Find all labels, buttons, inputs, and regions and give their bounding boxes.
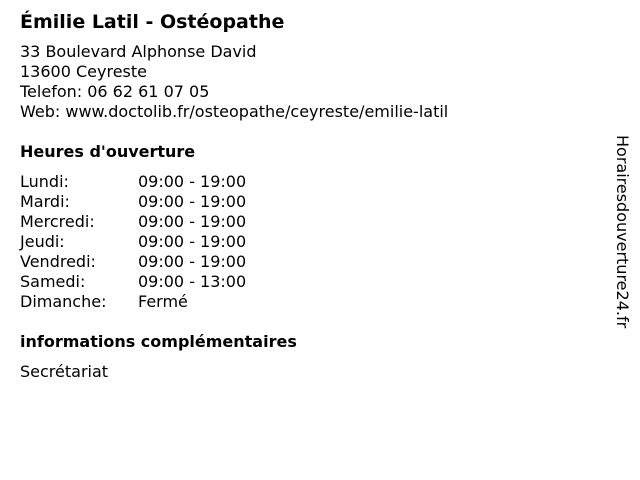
address-city: 13600 Ceyreste [20, 62, 147, 81]
time-value: 09:00 - 19:00 [138, 232, 247, 251]
hours-row [20, 292, 590, 312]
website-link[interactable]: Web: www.doctolib.fr/osteopathe/ceyreste/emilie-latil [20, 102, 449, 121]
day-label: Dimanche: [20, 292, 107, 311]
time-value: 09:00 - 19:00 [138, 252, 247, 271]
hours-row [20, 252, 590, 272]
opening-hours-table [20, 172, 590, 312]
additional-info-text: Secrétariat [20, 362, 109, 381]
hours-row [20, 232, 590, 252]
day-label: Jeudi: [20, 232, 65, 251]
time-value: 09:00 - 19:00 [138, 192, 247, 211]
hours-row [20, 192, 590, 212]
day-label: Vendredi: [20, 252, 96, 271]
phone-number: Telefon: 06 62 61 07 05 [20, 82, 210, 101]
day-label: Mardi: [20, 192, 70, 211]
day-label: Lundi: [20, 172, 69, 191]
business-card [20, 8, 590, 382]
day-label: Samedi: [20, 272, 86, 291]
address-street: 33 Boulevard Alphonse David [20, 42, 257, 61]
business-name: Émilie Latil - Ostéopathe [20, 11, 285, 33]
additional-info-heading: informations complémentaires [20, 332, 297, 351]
hours-row [20, 212, 590, 232]
time-value: 09:00 - 19:00 [138, 172, 247, 191]
hours-row [20, 172, 590, 192]
day-label: Mercredi: [20, 212, 95, 231]
time-value: 09:00 - 13:00 [138, 272, 247, 291]
hours-row [20, 272, 590, 292]
time-value: 09:00 - 19:00 [138, 212, 247, 231]
opening-hours-heading: Heures d'ouverture [20, 142, 196, 161]
time-value: Fermé [138, 292, 188, 311]
watermark-text: Horairesdouverture24.fr [613, 135, 632, 329]
